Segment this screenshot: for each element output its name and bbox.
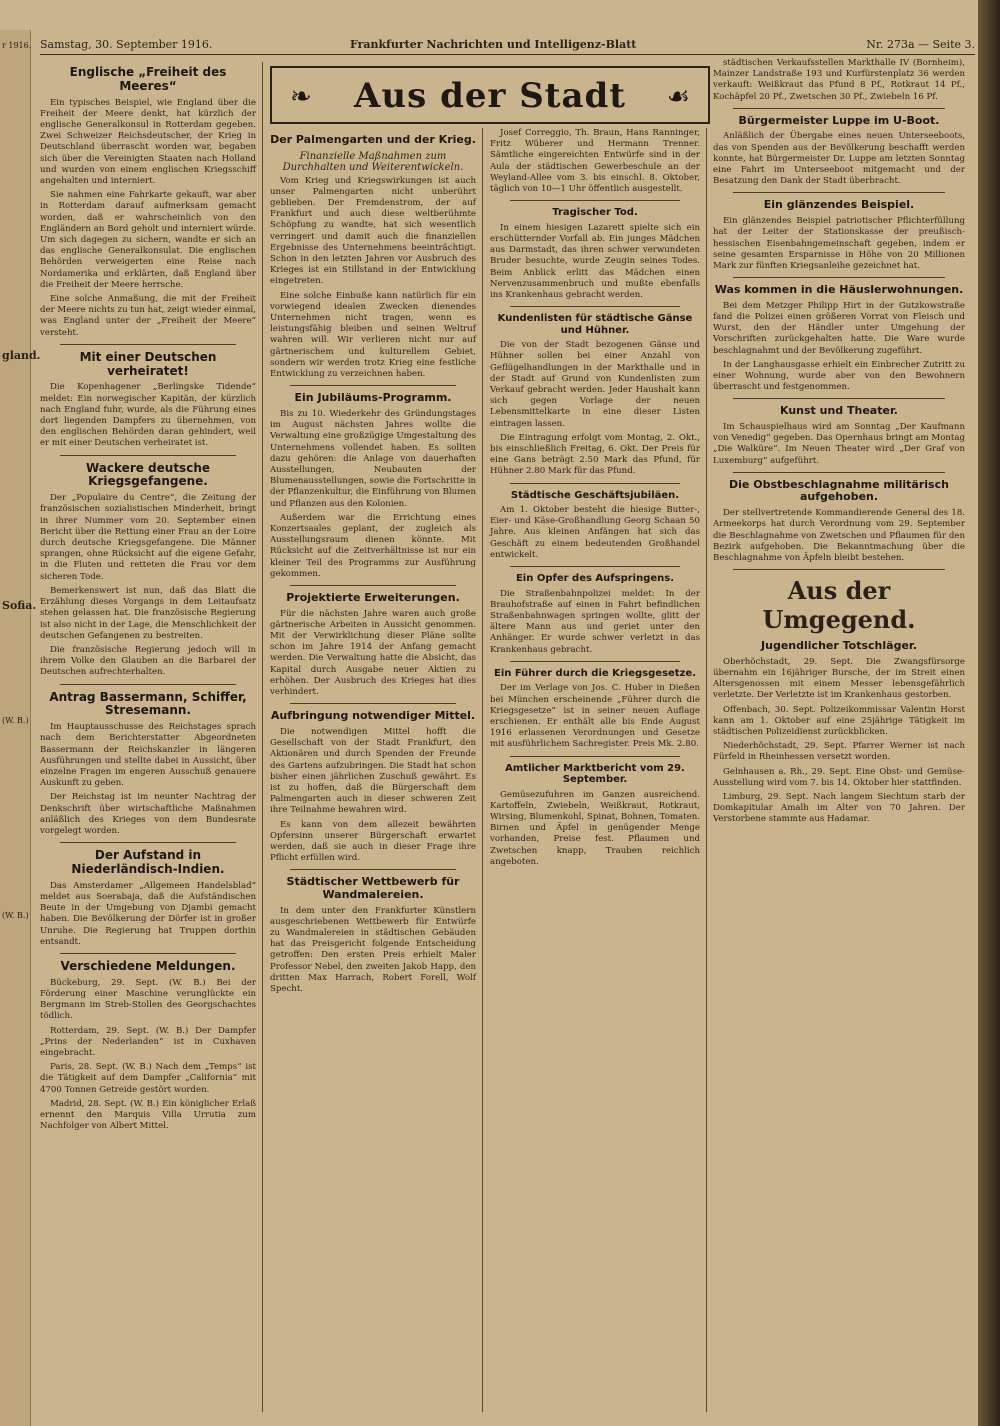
article-separator — [290, 703, 456, 704]
left-stub-4: (W. B.) — [2, 716, 29, 725]
article-headline: Städtischer Wettbewerb für Wandmalereien. — [286, 875, 460, 901]
article — [40, 849, 256, 948]
binding-spine — [978, 0, 1000, 1426]
article-paragraph: Die Eintragung erfolgt vom Montag, 2. Okt., bis einschließlich Freitag, 6. Okt. Der Preis für eine Gans beträgt 2.50 Mark das Pfund, für Hühner 2.80 Mark für das Pfund. — [490, 432, 700, 477]
article-paragraph: Josef Correggio, Th. Braun, Hans Ranninger, Fritz Wüberer und Hermann Trenner. Sämtliche eingereichten Entwürfe sind in der Aula der städtischen Gewerbeschule an der Weyland-Allee vom 3. bis einschl. 8. Oktober, täglich von 10—1 Uhr öffentlich ausgestellt. — [490, 128, 700, 195]
article — [490, 573, 700, 656]
article — [270, 392, 476, 580]
article — [40, 691, 256, 838]
article-headline: Kunst und Theater. — [780, 404, 898, 418]
article — [713, 479, 965, 564]
article-paragraph: In einem hiesigen Lazarett spielte sich ein erschütternder Vorfall ab. Ein junges Mädchen aus Darmstadt, das ihren schwer verwundeten Bruder besuchte, wurde Zeugin seines Todes. Beim Anblick erlitt das Mädchen einen Nervenzusammenbruch und mußte ebenfalls ins Krankenhaus gebracht werden. — [490, 222, 700, 300]
article-paragraph: Das Amsterdamer „Allgemeen Handelsblad“ meldet aus Soerabaja, daß die Aufständischen Beute in der Umgebung von Djambi gemacht haben. Die Bevölkerung der Dörfer ist in großer Unruhe. Die Regierung hat Truppen dorthin entsandt. — [40, 880, 256, 947]
article-headline: Aufbringung notwendiger Mittel. — [270, 709, 476, 723]
ornament-left-icon: ❧ — [290, 82, 312, 112]
article-paragraph: Ein glänzendes Beispiel patriotischer Pflichterfüllung hat der Leiter der Stationskasse der preußisch-hessischen Eisenbahngemeinschaft gegeben, indem er seine gesamten Ersparnisse in Höhe von 20 Millionen Mark zur fünften Kriegsanleihe gezeichnet hat. — [713, 216, 965, 271]
article-paragraph: Gelnhausen a. Rh., 29. Sept. Eine Obst- und Gemüse-Ausstellung wird vom 7. bis 14. Oktober hier stattfinden. — [713, 766, 965, 788]
article-paragraph: Im Hauptausschusse des Reichstages sprach nach dem Berichterstatter Abgeordneten Bassermann der Reichskanzler in längeren Ausführungen und stellte dabei in Aussicht, über einzelne Fragen im engeren Ausschuß genauere Auskunft zu geben. — [40, 722, 256, 789]
article-separator — [510, 483, 680, 484]
column-rule-3 — [706, 128, 707, 1412]
left-stub-2: gland. — [2, 349, 41, 362]
article-separator — [733, 398, 945, 399]
column-2 — [270, 128, 476, 1413]
column-1 — [40, 60, 256, 1415]
article-separator — [510, 566, 680, 567]
article — [40, 66, 256, 339]
article-paragraph: Die französische Regierung jedoch will in ihrem Volke den Glauben an die Barbarei der Deutschen aufrechterhalten. — [40, 644, 256, 678]
article — [713, 58, 965, 103]
article-paragraph: Der im Verlage von Jos. C. Huber in Dießen bei München erscheinende „Führer durch die Kriegsgesetze“ ist in seiner neuen Auflage erschienen. Er enthält alle bis Ende August 1916 erlassenen Verordnungen und Gesetze mit ausführlichem Sachregister. Preis Mk. 2.80. — [490, 683, 700, 750]
article-paragraph: Im Schauspielhaus wird am Sonntag „Der Kaufmann von Venedig“ gegeben. Das Opernhaus bringt am Montag „Die Walküre“. Im Neuen Theater wird „Der Graf von Luxemburg“ aufgeführt. — [713, 422, 965, 466]
article — [270, 710, 476, 864]
article-paragraph: Bis zu 10. Wiederkehr des Gründungstages im August nächsten Jahres wollte die Verwaltung eine großzügige Umgestaltung des Unternehmens vollendet haben. Es sollten dazu gehören: die Anlage von dauerhaften Ausstellungen, Neubauten der Blumenausstellungen, sowie die Fortschritte in der Pflanzenkultur, die Einführung von Blumen und Pflanzen aus den Kolonien. — [270, 408, 476, 509]
article-separator — [290, 869, 456, 870]
article-paragraph: Die von der Stadt bezogenen Gänse und Hühner sollen bei einer Anzahl von Geflügelhandlungen in der Markthalle und in der Stadt auf Grund von Kundenlisten zum Verkauf gebracht werden. Jeder Haushalt kann sich gegen Vorlage der neuen Lebensmittelkarte in eine dieser Listen eintragen lassen. — [490, 340, 700, 429]
article — [270, 134, 476, 380]
article-paragraph: Die Straßenbahnpolizei meldet: In der Brauhofstraße auf einen in Fahrt befindlichen Straßenbahnwagen springen wollte, glitt der ältere Mann aus und geriet unter den Anhänger. Er wurde schwer verletzt in das Krankenhaus gebracht. — [490, 588, 700, 655]
article-paragraph: Rotterdam, 29. Sept. (W. B.) Der Dampfer „Prins der Nederlanden“ ist in Cuxhaven eingebracht. — [40, 1025, 256, 1058]
column-4 — [713, 58, 965, 1413]
article — [490, 313, 700, 477]
article-paragraph: Eine solche Einbuße kann natürlich für ein vorwiegend idealen Zwecken dienendes Unternehmen nicht tragen, wenn es leistungsfähig bleiben und seinen Weltruf wahren will. Wir verlieren nicht nur auf gärtnerischem und kulturellem Gebiet, sondern wir werden trotz Krieg eine festliche Entwicklung zu verzeichnen haben. — [270, 290, 476, 380]
article-headline: Ein Jubiläums-Programm. — [294, 391, 452, 405]
article-paragraph: Bückeburg, 29. Sept. (W. B.) Bei der Förderung einer Maschine verunglückte ein Bergmann im Streb-Stollen des Georgschachtes tödlich. — [40, 977, 256, 1022]
article — [490, 207, 700, 301]
section-heading-umgegend: Aus der Umgegend. — [762, 576, 916, 635]
article — [713, 284, 965, 393]
article-separator — [60, 455, 236, 456]
article-headline: Der Aufstand in Niederländisch-Indien. — [71, 848, 225, 876]
article-headline: Städtische Geschäftsjubiläen. — [510, 489, 680, 501]
article-paragraph: In dem unter den Frankfurter Künstlern ausgeschriebenen Wettbewerb für Entwürfe zu Wandmalereien in städtischen Gebäuden hat das Preisgericht folgende Entscheidung getroffen: Den ersten Preis erhielt Maler Professor Nebel, den zweiten Jakob Happ, den dritten Max Harrach, Robert Forell, Wolf Specht. — [270, 905, 476, 995]
article-headline: Englische „Freiheit des Meeres“ — [69, 65, 227, 93]
article-headline: Wackere deutsche Kriegsgefangene. — [86, 460, 210, 489]
article-separator — [290, 385, 456, 386]
article — [713, 199, 965, 272]
article-paragraph: Paris, 28. Sept. (W. B.) Nach dem „Temps“ ist die Tätigkeit auf dem Dampfer „California“ mit 4700 Tonnen Getreide gestört worden. — [40, 1062, 256, 1095]
article-paragraph: Außerdem war die Errichtung eines Konzertsaales geplant, der zugleich als Ausstellungsraum dienen könnte. Mit Rücksicht auf die Zeitverhältnisse ist nur ein kleiner Teil des Programms zur Ausführung gekommen. — [270, 512, 476, 579]
article — [490, 668, 700, 751]
article-paragraph: Madrid, 28. Sept. (W. B.) Ein königlicher Erlaß ernennt den Marquis Villa Urrutia zum Nachfolger von Albert Mittel. — [40, 1098, 256, 1132]
article-separator — [733, 472, 945, 473]
article — [490, 763, 700, 868]
article-separator — [510, 756, 680, 757]
article-separator — [733, 277, 945, 278]
article-paragraph: städtischen Verkaufsstellen Markthalle IV (Bornheim), Mainzer Landstraße 193 und Kurfürstenplatz 36 werden verkauft: Weißkraut das Pfund 8 Pf., Rotkraut 14 Pf., Kochäpfel 20 Pf., Zwetschen 30 Pf., Zwiebeln 16 Pf. — [713, 58, 965, 102]
article-separator — [60, 344, 236, 345]
article-headline: Der Palmengarten und der Krieg. — [270, 133, 476, 146]
ornament-right-icon: ☙ — [666, 82, 690, 112]
column-3 — [490, 128, 700, 1413]
article-paragraph: Sie nahmen eine Fahrkarte gekauft, war aber in Rotterdam darauf aufmerksam gemacht worden, daß er wahrscheinlich von den Engländern an Bord geholt und interniert würde. Um sich dagegen zu sichern, wandte er sich an das englische Generalkonsulat. Die englischen Behörden verweigerten eine Reise nach Nordamerika und erklärten, daß England über die Freiheit der Meere herrsche. — [40, 190, 256, 290]
article-headline: Kundenlisten für städtische Gänse und Hühner. — [497, 313, 693, 336]
article-paragraph: Für die nächsten Jahre waren auch große gärtnerische Arbeiten in Aussicht genommen. Mit der Verwirklichung dieser Pläne sollte schon im Jahre 1914 der Anfang gemacht werden. Die Verwaltung hatte die Absicht, das Kapital durch Ausgabe neuer Aktien zu erhöhen. Der Ausbruch des Krieges hat dies verhindert. — [270, 608, 476, 698]
article-headline: Was kommen in die Häuslerwohnungen. — [714, 283, 964, 297]
article-separator — [510, 200, 680, 201]
article-separator — [60, 684, 236, 685]
article — [270, 876, 476, 995]
article-separator — [510, 661, 680, 662]
column-rule-2 — [482, 128, 483, 1412]
article — [713, 640, 965, 825]
article-paragraph: Die Kopenhagener „Berlingske Tidende“ meldet: Ein norwegischer Kapitän, der kürzlich nach England fuhr, wurde, als die Führung eines dort liegenden Dampfers zu übernehmen, von den englischen Behörden daran gehindert, weil er mit einer Deutschen verheiratet ist. — [40, 382, 256, 449]
article-paragraph: Oberhöchstadt, 29. Sept. Die Zwangsfürsorge übernahm ein 16jähriger Bursche, der im Streit einen Altersgenossen mit einem Messer lebensgefährlich verletzte. Der Verletzte ist im Krankenhaus gestorben. — [713, 656, 965, 701]
article — [713, 115, 965, 188]
left-stub-1: r 1916. — [2, 41, 32, 50]
header-masthead: Frankfurter Nachrichten und Intelligenz-Blatt — [350, 38, 637, 51]
article-paragraph: Vom Krieg und Kriegswirkungen ist auch unser Palmengarten nicht unberührt geblieben. Der Fremdenstrom, der auf Frankfurt und auch diese weltberühmte Schöpfung zu wandte, hat sich wesentlich verringert und damit auch die finanziellen Ergebnisse des Unternehmens beeinträchtigt. Schon in den letzten Jahren vor Ausbruch des Krieges ist ein Stillstand in der Entwicklung eingetreten. — [270, 175, 476, 287]
article-paragraph: Es kann von dem allezeit bewährten Opfersinn unserer Bürgerschaft erwartet werden, daß sie auch in dieser Frage ihre Pflicht erfüllen wird. — [270, 819, 476, 864]
article-headline: Mit einer Deutschen verheiratet! — [79, 349, 217, 378]
page-header — [40, 36, 975, 55]
article — [490, 490, 700, 562]
article-paragraph: Bemerkenswert ist nun, daß das Blatt die Erzählung dieses Vorgangs in dem Leitaufsatz stehen gelassen hat. Die französische Regierung ist also nicht in der Lage, die Menschlichkeit der deutschen Gefangenen zu bestreiten. — [40, 585, 256, 641]
section-banner — [270, 66, 710, 124]
article-headline: Bürgermeister Luppe im U-Boot. — [738, 113, 940, 127]
article-headline: Verschiedene Meldungen. — [60, 958, 236, 973]
article-paragraph: Der stellvertretende Kommandierende General des 18. Armeekorps hat durch Verordnung vom 29. September die Beschlagnahme von Zwetschen und Pflaumen für den Bezirk aufgehoben. Die Bekanntmachung über die Beschlagnahme von Äpfeln bleibt bestehen. — [713, 508, 965, 563]
article-paragraph: Der Reichstag ist im neunter Nachtrag der Denkschrift über wirtschaftliche Maßnahmen anläßlich des Krieges von dem Bundesrate vorgelegt worden. — [40, 792, 256, 836]
article-paragraph: Eine solche Anmaßung, die mit der Freiheit der Meere nichts zu tun hat, zeigt wieder einmal, was England unter der „Freiheit der Meere“ versteht. — [40, 294, 256, 338]
article-separator — [733, 569, 945, 570]
article-headline: Die Obstbeschlagnahme militärisch aufgehoben. — [729, 477, 949, 504]
section-title: Aus der Stadt — [353, 76, 626, 116]
article-paragraph: Gemüsezufuhren im Ganzen ausreichend. Kartoffeln, Zwiebeln, Weißkraut, Rotkraut, Wirsing, Blumenkohl, Spinat, Bohnen, Tomaten. Birnen und Äpfel in genügender Menge vorhanden, Preise fest. Pflaumen und Zwetschen knapp, Trauben reichlich angeboten. — [490, 789, 700, 867]
header-issue: Nr. 273a — Seite 3. — [866, 38, 975, 51]
article — [713, 576, 965, 634]
article-paragraph: Anläßlich der Übergabe eines neuen Unterseeboots, das von Spenden aus der Bevölkerung beschafft werden konnte, hat Bürgermeister Dr. Luppe am letzten Sonntag eine Fahrt im Unterseeboot mitgemacht und der Besatzung den Dank der Stadt überbracht. — [713, 131, 965, 187]
left-stub-3: Sofia. — [2, 599, 37, 612]
article-paragraph: Die notwendigen Mittel hofft die Gesellschaft von der Stadt Frankfurt, den Aktionären und durch Spenden der Freunde des Gartens aufzubringen. Die Stadt hat schon bisher einen jährlichen Zuschuß gewährt. Es ist zu hoffen, daß die Bürgerschaft dem Palmengarten auch in dieser schweren Zeit ihre Teilnahme bewahren wird. — [270, 726, 476, 816]
article-subheadline: Finanzielle Maßnahmen zum Durchhalten und Weiterentwickeln. — [282, 150, 464, 173]
article — [490, 128, 700, 195]
article-headline: Amtlicher Marktbericht vom 29. September. — [505, 762, 685, 786]
article — [40, 462, 256, 679]
article — [713, 405, 965, 466]
article-paragraph: Bei dem Metzger Philipp Hirt in der Gutzkowstraße fand die Polizei einen größeren Vorrat von Fleisch und Wurst, den der Händler unter Umgehung der Vorschriften zurückgehalten hatte. Die Ware wurde beschlagnahmt und der Bevölkerung zugeführt. — [713, 300, 965, 356]
left-stub-5: (W. B.) — [2, 911, 29, 920]
article-separator — [60, 953, 236, 954]
article-separator — [60, 842, 236, 843]
article-headline: Antrag Bassermann, Schiffer, Stresemann. — [49, 689, 247, 718]
article-headline: Projektierte Erweiterungen. — [286, 590, 460, 604]
article — [40, 960, 256, 1132]
article-paragraph: Offenbach, 30. Sept. Polizeikommissar Valentin Horst kann am 1. Oktober auf eine 25jährige Tätigkeit im städtischen Polizeidienst zurückblicken. — [713, 704, 965, 737]
article-separator — [510, 306, 680, 307]
article-headline: Jugendlicher Totschläger. — [761, 639, 917, 653]
article-headline: Ein Opfer des Aufspringens. — [515, 573, 675, 585]
article-headline: Ein Führer durch die Kriegsgesetze. — [493, 667, 696, 679]
article-paragraph: In der Langhausgasse erhielt ein Einbrecher Zutritt zu einer Wohnung, wurde aber von den Bewohnern überrascht und festgenommen. — [713, 359, 965, 393]
article-paragraph: Limburg, 29. Sept. Nach langem Siechtum starb der Domkapitular Amalh im Alter von 70 Jahren. Der Verstorbene stammte aus Hadamar. — [713, 792, 965, 825]
adjacent-page-strip — [0, 30, 41, 1426]
article — [270, 592, 476, 698]
article-separator — [733, 108, 945, 109]
article-headline: Tragischer Tod. — [552, 207, 638, 219]
article-paragraph: Niederhöchstadt, 29. Sept. Pfarrer Werner ist nach Fürfeld in Rheinhessen versetzt worden. — [713, 741, 965, 763]
article-separator — [733, 192, 945, 193]
column-rule-1 — [262, 62, 263, 1412]
article-paragraph: Ein typisches Beispiel, wie England über die Freiheit der Meere denkt, hat kürzlich der englische Generalkonsul in Rotterdam gegeben. Zwei Schweizer Reichsdeutscher, der Krieg in Deutschland überrascht worden war, begaben sich über die Vereinigten Staaten nach Holland und wurden von einem englischen Kriegsschiff angehalten und interniert. — [40, 97, 256, 187]
article-paragraph: Der „Populaire du Centre“, die Zeitung der französischen sozialistischen Minderheit, bringt in ihrer Nummer vom 20. September einen Bericht über die Rettung einer Frau an der Loire durch deutsche Kriegsgefangene. Die Männer sprangen, ohne Rücksicht auf die eigene Gefahr, in die Fluten und retteten die Frau vor dem sicheren Tode. — [40, 493, 256, 582]
article-headline: Ein glänzendes Beispiel. — [763, 198, 915, 212]
article — [40, 351, 256, 450]
article-paragraph: Am 1. Oktober besteht die hiesige Butter-, Eier- und Käse-Großhandlung Georg Schaan 50 Jahre. Aus kleinen Anfängen hat sich das Geschäft zu einem bedeutenden Großhandel entwickelt. — [490, 505, 700, 560]
header-date: Samstag, 30. September 1916. — [40, 38, 213, 51]
article-separator — [290, 585, 456, 586]
